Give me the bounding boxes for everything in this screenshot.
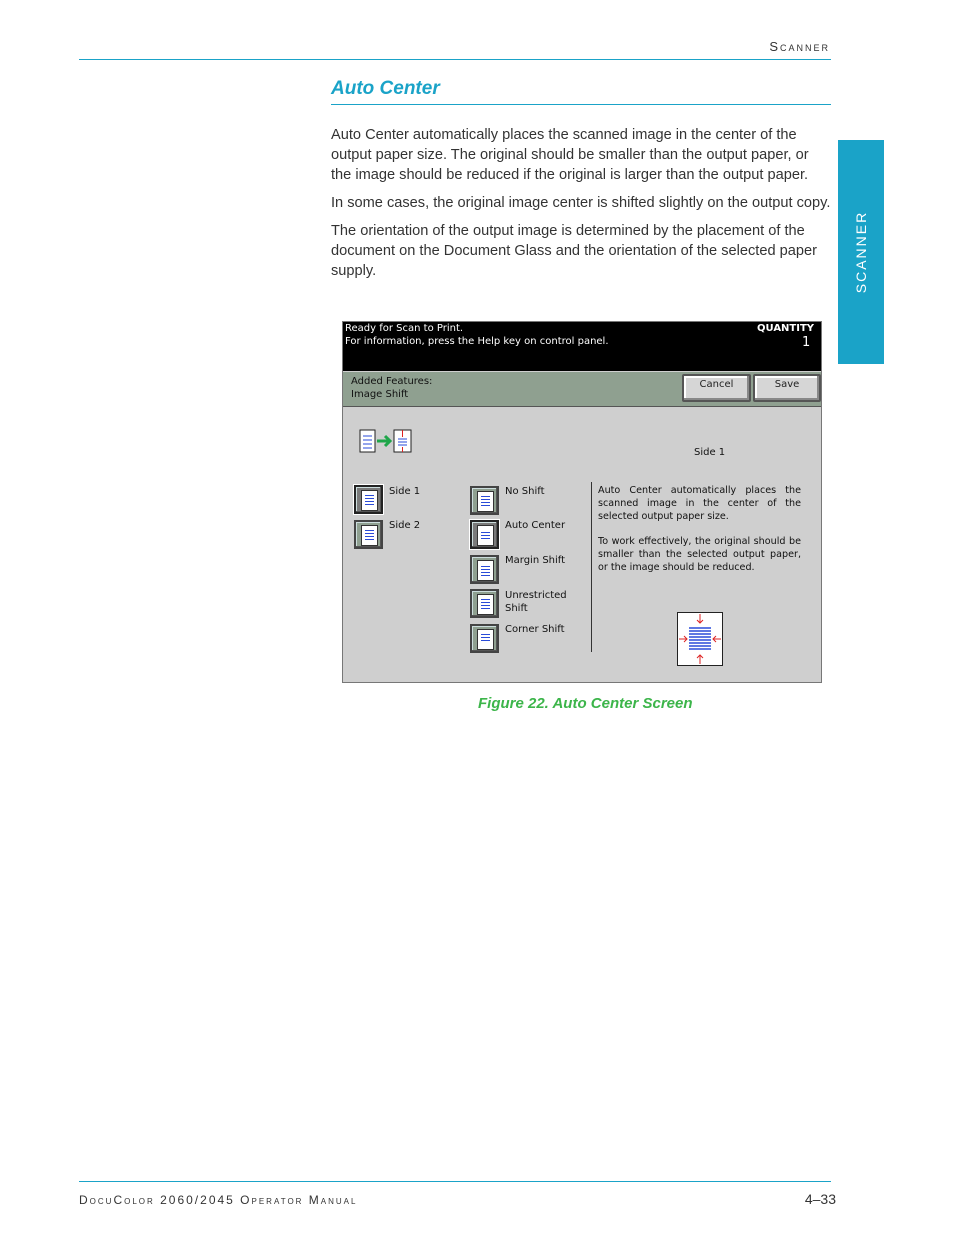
unrestricted-shift-icon [477,594,494,615]
header-rule [79,59,831,60]
margin-shift-icon [477,560,494,581]
unrestricted-shift-button[interactable] [470,589,499,618]
page-number: 4–33 [804,1191,836,1207]
side-1-label: Side 1 [389,486,421,497]
margin-shift-label: Margin Shift [505,555,566,566]
paragraph-2: In some cases, the original image center is shifted slightly on the output copy. [331,195,831,211]
footer-rule [79,1181,831,1182]
corner-shift-label: Corner Shift [505,624,565,635]
corner-shift-button[interactable] [470,624,499,653]
status-bar [343,322,821,371]
margin-shift-button[interactable] [470,555,499,584]
status-line-2: For information, press the Help key on control panel. [345,336,609,347]
section-tab-label: SCANNER [853,210,869,294]
side-1-button[interactable] [354,485,383,514]
feature-description [598,484,801,574]
description-paragraph-1: Auto Center automatically places the scanned image in the center of the selected output paper size. [598,485,801,522]
auto-center-icon [477,525,494,546]
no-shift-button[interactable] [470,486,499,515]
footer-manual-title: DocuColor 2060/2045 Operator Manual [79,1193,358,1207]
no-shift-icon [477,491,494,512]
section-title: Auto Center [331,78,440,99]
no-shift-label: No Shift [505,486,545,497]
corner-shift-icon [477,629,494,650]
unrestricted-shift-label: Unrestricted Shift [505,590,567,614]
running-header: Scanner [769,39,830,54]
side-2-label: Side 2 [389,520,421,531]
paragraph-1: Auto Center automatically places the scanned image in the center of the output paper size. The original should be smaller than the output paper, or the image should be reduced if the original is larger than the output paper. [331,127,809,183]
added-features-label: Added Features: [351,376,433,387]
image-shift-icon [359,428,415,456]
description-paragraph-2: To work effectively, the original should be smaller than the selected output paper, or the image should be reduced. [598,536,801,573]
save-button[interactable]: Save [753,374,821,402]
features-bar [343,372,821,407]
panel-divider [591,482,592,652]
auto-center-label: Auto Center [505,520,566,531]
scanner-screen-figure [342,321,822,683]
paragraph-3: The orientation of the output image is determined by the placement of the document on the Document Glass and the orientation of the selected paper supply. [331,223,817,279]
title-rule [331,104,831,105]
document-icon [361,490,378,511]
quantity-value: 1 [802,335,811,350]
side-2-button[interactable] [354,520,383,549]
side-indicator: Side 1 [694,447,726,458]
section-tab [838,140,884,364]
status-line-1: Ready for Scan to Print. [345,323,464,334]
quantity-label: QUANTITY [757,323,815,334]
auto-center-button[interactable] [470,520,499,549]
cancel-button[interactable]: Cancel [682,374,751,402]
figure-caption: Figure 22. Auto Center Screen [478,695,693,712]
document-back-icon [361,525,378,546]
added-features-value: Image Shift [351,389,409,400]
auto-center-illustration-icon [677,612,723,666]
